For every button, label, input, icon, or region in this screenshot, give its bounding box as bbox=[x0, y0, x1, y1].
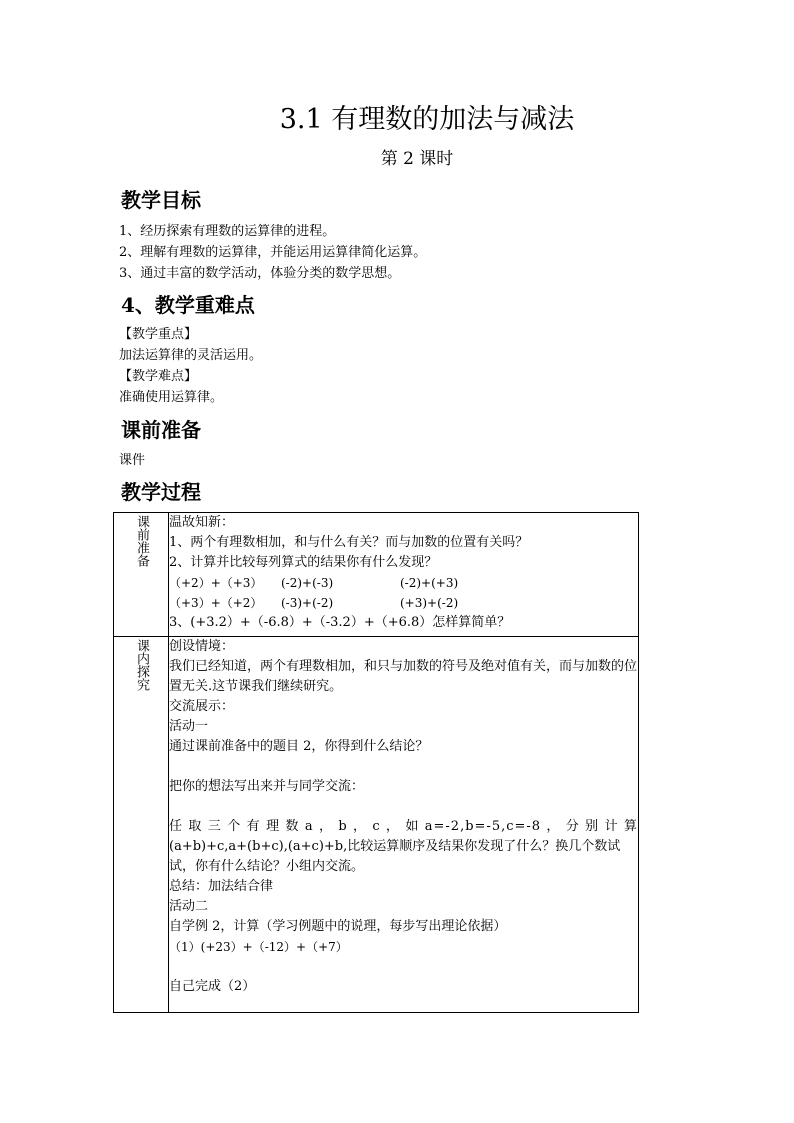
equation: (-2)+(+3) bbox=[400, 576, 459, 590]
objective-item: 3、通过丰富的数学活动，体验分类的数学思想。 bbox=[119, 266, 401, 281]
text-line: 3、(+3.2）+（-6.8）+（-3.2）+（+6.8）怎样算简单？ bbox=[169, 615, 511, 630]
text-line: 自己完成（2） bbox=[169, 979, 256, 994]
equation: (-3)+(-2) bbox=[281, 596, 334, 610]
text-line: 自学例 2，计算（学习例题中的说理，每步写出理论依据） bbox=[169, 919, 507, 934]
text-line: 活动一 bbox=[169, 719, 209, 734]
difficulty-label: 【教学难点】 bbox=[119, 369, 198, 384]
process-table bbox=[113, 512, 639, 1013]
text-paragraph: 我们已经知道，两个有理数相加，和只与加数的符号及绝对值有关，而与加数的位置无关.这节课我们继续研究。 bbox=[169, 659, 638, 694]
difficulty-text: 准确使用运算律。 bbox=[119, 390, 224, 405]
table-row bbox=[114, 637, 639, 1013]
text-line: 1、两个有理数相加，和与什么有关？而与加数的位置有关吗？ bbox=[169, 535, 529, 550]
text-line: 总结：加法结合律 bbox=[169, 879, 274, 894]
prep-heading: 课前准备 bbox=[121, 418, 201, 442]
equation: （+2）+（+3） bbox=[169, 576, 263, 590]
text-line: 创设情境： bbox=[169, 639, 235, 654]
row-content-cell bbox=[169, 637, 639, 1013]
focus-text: 加法运算律的灵活运用。 bbox=[119, 348, 263, 363]
text-line: 把你的想法写出来并与同学交流： bbox=[169, 779, 365, 794]
objective-item: 2、理解有理数的运算律，并能运用运算律简化运算。 bbox=[119, 245, 427, 260]
focus-label: 【教学重点】 bbox=[119, 327, 198, 342]
text-paragraph: (a+b)+c,a+(b+c),(a+c)+b,比较运算顺序及结果你发现了什么？换几个数试试，你有什么结论？小组内交流。 bbox=[169, 839, 621, 874]
equation: (+3)+(-2) bbox=[400, 596, 459, 610]
objectives-heading: 教学目标 bbox=[121, 188, 201, 212]
process-heading: 教学过程 bbox=[121, 480, 201, 504]
text-line: 交流展示： bbox=[169, 699, 235, 714]
row-label: 课内探究 bbox=[134, 639, 149, 691]
table-row bbox=[114, 513, 639, 637]
equation: (-2)+(-3) bbox=[281, 576, 334, 590]
text-line: 任 取 三 个 有 理 数 a ， b ， c ， 如 a=-2,b=-5,c=-8 ， 分 别 计 算 bbox=[169, 819, 638, 834]
row-label: 课前准备 bbox=[134, 515, 149, 567]
equation-row bbox=[169, 573, 638, 593]
row-label-cell bbox=[114, 513, 169, 637]
page-subtitle: 第 2 课时 bbox=[380, 149, 454, 169]
row-content-cell bbox=[169, 513, 639, 637]
equation-row bbox=[169, 593, 638, 613]
prep-text: 课件 bbox=[119, 453, 146, 468]
text-line: 2、计算并比较每列算式的结果你有什么发现？ bbox=[169, 555, 438, 570]
key-points-heading: 4、教学重难点 bbox=[121, 293, 255, 317]
text-line: （1）(+23）+（-12）+（+7） bbox=[169, 940, 348, 954]
row-label-cell bbox=[114, 637, 169, 1013]
equation: （+3）+（+2） bbox=[169, 596, 263, 610]
objective-item: 1、经历探索有理数的运算律的进程。 bbox=[119, 224, 336, 239]
text-line: 温故知新： bbox=[169, 515, 235, 530]
text-line: 活动二 bbox=[169, 899, 209, 914]
page-title: 3.1 有理数的加法与减法 bbox=[279, 104, 575, 135]
text-line: 通过课前准备中的题目 2，你得到什么结论？ bbox=[169, 739, 429, 754]
